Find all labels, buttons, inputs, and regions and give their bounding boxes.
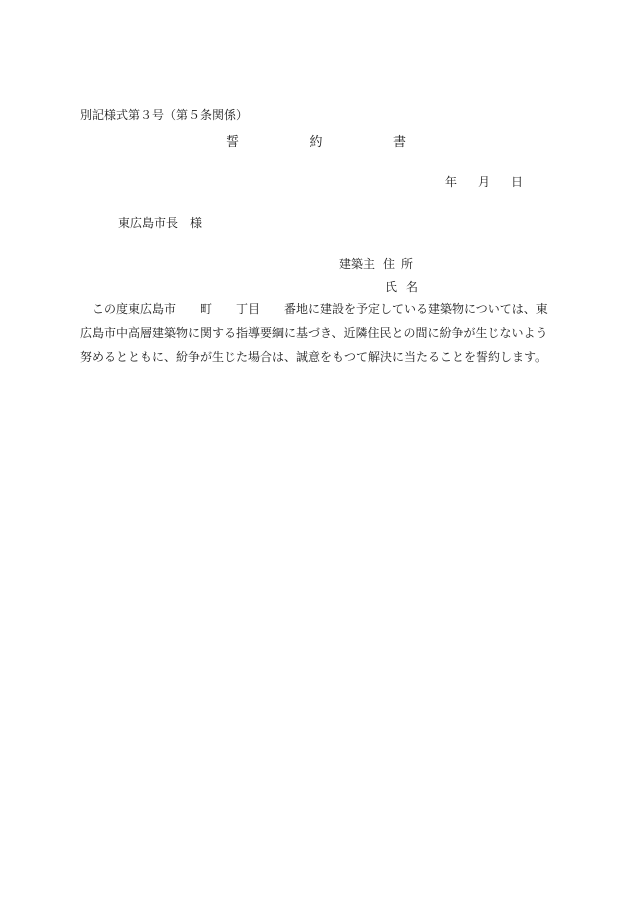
date-day-label: 日 <box>510 175 523 189</box>
date-month-label: 月 <box>477 175 490 189</box>
title-char-1: 誓 <box>226 135 240 150</box>
title-char-3: 書 <box>392 135 406 150</box>
builder-role-label: 建築主 <box>339 257 376 271</box>
date-line <box>445 173 523 190</box>
pledge-body <box>80 297 550 369</box>
addressee-honorific: 様 <box>190 216 203 230</box>
builder-name-label: 氏名 <box>385 280 428 294</box>
form-reference: 別記様式第３号（第５条関係） <box>80 108 249 122</box>
builder-address-line <box>339 255 419 272</box>
document-title <box>226 131 406 150</box>
addressee-name: 東広島市長 <box>118 216 179 230</box>
title-char-2: 約 <box>309 135 323 150</box>
date-year-label: 年 <box>445 175 458 189</box>
addressee <box>118 214 202 231</box>
pledge-paragraph: この度東広島市 町 丁目 番地に建設を予定している建築物については、東広島市中高層建築物に関する指導要綱に基づき、近隣住民との間に紛争が生じないよう努めるとともに、紛争が生じた場合は、誠意をもつて解決に当たることを誓約します。 <box>80 302 548 364</box>
builder-address-label: 住所 <box>383 257 420 271</box>
